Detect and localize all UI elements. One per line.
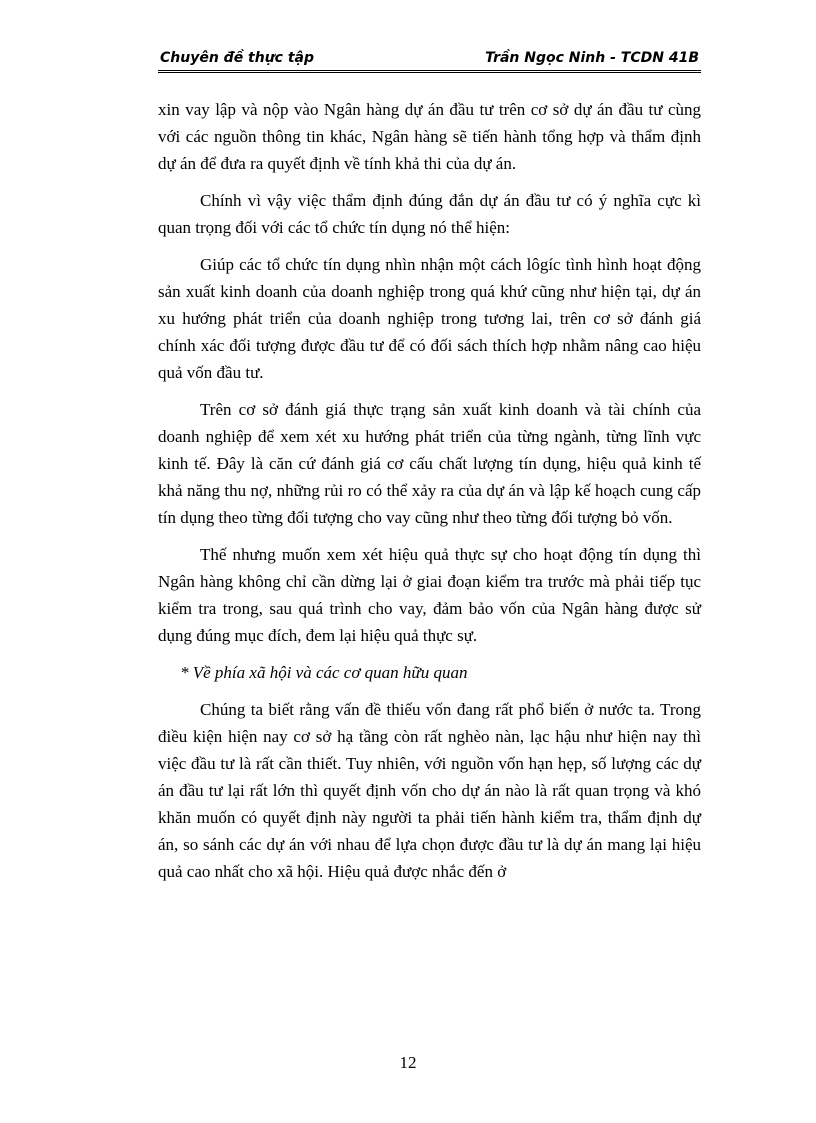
document-body — [158, 96, 701, 895]
section-subheading: * Về phía xã hội và các cơ quan hữu quan — [180, 663, 468, 682]
header-author: Trần Ngọc Ninh - TCDN 41B — [485, 50, 699, 66]
header-document-type: Chuyên đề thực tập — [160, 50, 315, 66]
paragraph: Chính vì vậy việc thẩm định đúng đắn dự án đầu tư có ý nghĩa cực kì quan trọng đối với các tổ chức tín dụng nó thể hiện: — [158, 191, 701, 237]
paragraph: Chúng ta biết rằng vấn đề thiếu vốn đang rất phổ biến ở nước ta. Trong điều kiện hiện nay cơ sở hạ tầng còn rất nghèo nàn, lạc hậu như hiện nay thì việc đầu tư là rất cần thiết. Tuy nhiên, với nguồn vốn hạn hẹp, số lượng các dự án đầu tư lại rất lớn thì quyết định vốn cho dự án nào là rất quan trọng và khó khăn muốn có quyết định này người ta phải tiến hành kiểm tra, thẩm định dự án, so sánh các dự án với nhau để lựa chọn được đầu tư là dự án mang lại hiệu quả cao nhất cho xã hội. Hiệu quả được nhắc đến ở — [158, 700, 701, 881]
paragraph: Trên cơ sở đánh giá thực trạng sản xuất kinh doanh và tài chính của doanh nghiệp để xem xét xu hướng phát triển của từng ngành, từng lĩnh vực kinh tế. Đây là căn cứ đánh giá cơ cấu chất lượng tín dụng, hiệu quả kinh tế khả năng thu nợ, những rủi ro có thể xảy ra của dự án và lập kế hoạch cung cấp tín dụng theo từng đối tượng cho vay cũng như theo từng đối tượng bỏ vốn. — [158, 400, 701, 527]
paragraph: Giúp các tổ chức tín dụng nhìn nhận một cách lôgíc tình hình hoạt động sản xuất kinh doanh của doanh nghiệp trong quá khứ cũng như hiện tại, dự án xu hướng phát triển của doanh nghiệp trong tương lai, trên cơ sở đánh giá chính xác đối tượng được đầu tư để có đối sách thích hợp nhằm nâng cao hiệu quả vốn đầu tư. — [158, 255, 701, 382]
page-number: 12 — [399, 1053, 417, 1072]
paragraph: Thế nhưng muốn xem xét hiệu quả thực sự cho hoạt động tín dụng thì Ngân hàng không chỉ cần dừng lại ở giai đoạn kiểm tra trước mà phải tiếp tục kiểm tra trong, sau quá trình cho vay, đảm bảo vốn của Ngân hàng được sử dụng đúng mục đích, đem lại hiệu quả thực sự. — [158, 545, 701, 645]
page-header — [158, 48, 701, 73]
paragraph: xin vay lập và nộp vào Ngân hàng dự án đầu tư trên cơ sở dự án đầu tư cùng với các nguồn thông tin khác, Ngân hàng sẽ tiến hành tổng hợp và thẩm định dự án để đưa ra quyết định về tính khả thi của dự án. — [158, 100, 701, 173]
